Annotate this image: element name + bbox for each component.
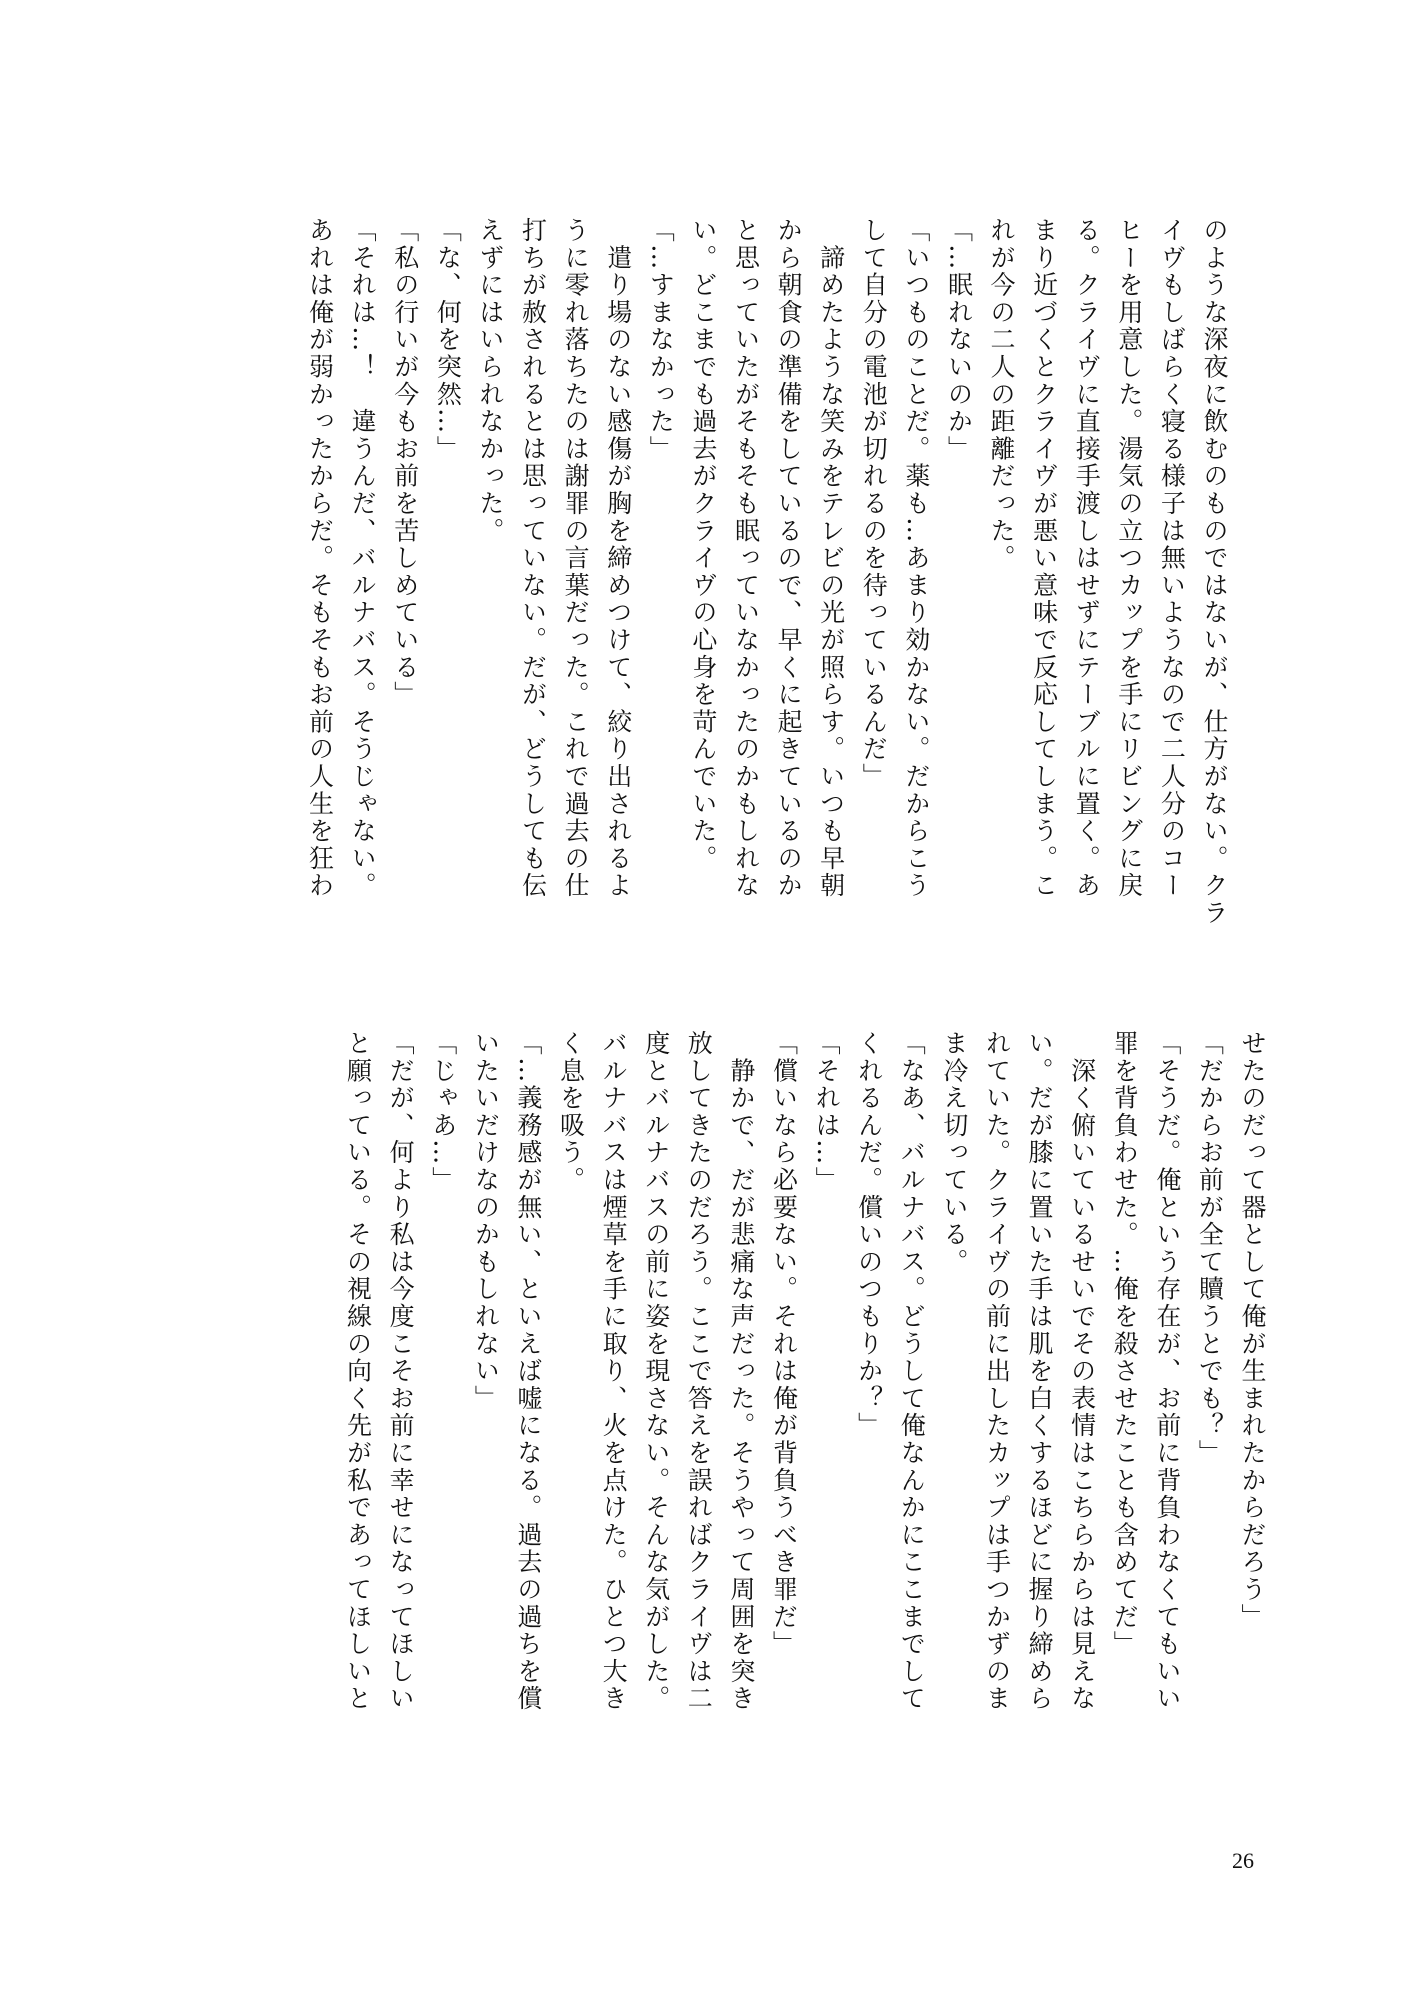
text-line: れていた。クライヴの前に出したカップは手つかずのま: [982, 1030, 1012, 1713]
text-line: 罪を背負わせた。…俺を殺させたことも含めてだ」: [1110, 1030, 1140, 1658]
text-line: い。だが膝に置いた手は肌を白くするほどに握り締めら: [1025, 1030, 1055, 1713]
page-number: 26: [1232, 1848, 1254, 1873]
text-line: あれは俺が弱かったからだ。そもそもお前の人生を狂わ: [305, 217, 335, 900]
text-line: 「だからお前が全て贖うとでも？」: [1195, 1030, 1225, 1467]
text-line: 「そうだ。俺という存在が、お前に背負わなくてもいい: [1152, 1030, 1182, 1713]
text-line: イヴもしばらく寝る様子は無いようなので二人分のコー: [1157, 217, 1187, 900]
text-line: 「…すまなかった」: [646, 217, 676, 463]
text-line: 諦めたような笑みをテレビの光が照らす。いつも早朝: [816, 217, 846, 900]
text-line: うに零れ落ちたのは謝罪の言葉だった。これで過去の仕: [561, 217, 591, 900]
text-line: く息を吸う。: [556, 1030, 586, 1194]
text-line: 静かで、だが悲痛な声だった。そうやって周囲を突き: [726, 1030, 756, 1713]
text-line: バルナバスは煙草を手に取り、火を点けた。ひとつ大き: [599, 1030, 629, 1713]
text-line: と思っていたがそもそも眠っていなかったのかもしれな: [731, 217, 761, 900]
lower-text-block: [223, 1030, 1273, 1780]
text-line: から朝食の準備をしているので、早くに起きているのか: [774, 217, 804, 900]
text-line: と願っている。その視線の向く先が私であってほしいと: [343, 1030, 373, 1713]
text-line: 打ちが赦されるとは思っていない。だが、どうしても伝: [518, 217, 548, 900]
text-line: 「いつものことだ。薬も…あまり効かない。だからこう: [901, 217, 931, 900]
text-line: 「それは…！ 違うんだ、バルナバス。そうじゃない。: [348, 217, 378, 900]
text-line: 「私の行いが今もお前を苦しめている」: [390, 217, 420, 709]
text-line: せたのだって器として俺が生まれたからだろう」: [1238, 1030, 1267, 1631]
text-line: えずにはいられなかった。: [475, 217, 505, 545]
text-line: 「なあ、バルナバス。どうして俺なんかにここまでして: [897, 1030, 927, 1713]
text-line: 深く俯いているせいでその表情はこちらからは見えな: [1067, 1030, 1097, 1713]
upper-text-block: [185, 217, 1235, 967]
text-line: れが今の二人の距離だった。: [987, 217, 1017, 572]
text-line: る。クライヴに直接手渡しはせずにテーブルに置く。あ: [1072, 217, 1102, 900]
text-line: くれるんだ。償いのつもりか？」: [854, 1030, 884, 1440]
text-line: 「…義務感が無い、といえば嘘になる。過去の過ちを償: [513, 1030, 543, 1713]
text-line: 遣り場のない感傷が胸を締めつけて、絞り出されるよ: [603, 217, 633, 900]
text-line: 「だが、何より私は今度こそお前に幸せになってほしい: [386, 1030, 416, 1713]
text-line: 「…眠れないのか」: [944, 217, 974, 463]
text-line: まり近づくとクライヴが悪い意味で反応してしまう。こ: [1029, 217, 1059, 900]
text-line: して自分の電池が切れるのを待っているんだ」: [859, 217, 889, 791]
text-line: 「な、何を突然…」: [433, 217, 463, 463]
text-line: 放してきたのだろう。ここで答えを誤ればクライヴは二: [684, 1030, 714, 1713]
text-line: 「じゃあ…」: [428, 1030, 458, 1194]
text-line: のような深夜に飲むのものではないが、仕方がない。クラ: [1200, 217, 1229, 927]
text-line: ま冷え切っている。: [939, 1030, 969, 1276]
text-line: ヒーを用意した。湯気の立つカップを手にリビングに戻: [1114, 217, 1144, 900]
text-line: 「それは…」: [812, 1030, 842, 1194]
text-line: い。どこまでも過去がクライヴの心身を苛んでいた。: [688, 217, 718, 873]
text-line: 「償いなら必要ない。それは俺が背負うべき罪だ」: [769, 1030, 799, 1658]
text-line: いたいだけなのかもしれない」: [471, 1030, 501, 1413]
text-line: 度とバルナバスの前に姿を現さない。そんな気がした。: [641, 1030, 671, 1713]
